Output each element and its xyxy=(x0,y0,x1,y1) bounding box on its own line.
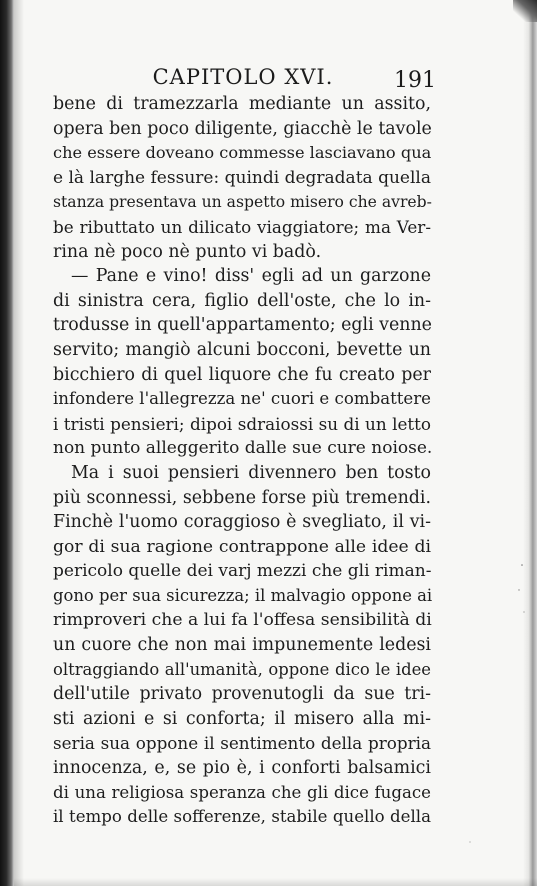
text-line: rina nè poco nè punto vi badò. xyxy=(53,241,322,262)
text-line: oltraggiando all'umanità, oppone dico le idee xyxy=(53,659,431,679)
speck xyxy=(469,841,470,842)
speck xyxy=(521,564,523,566)
text-line: opera ben poco diligente, giacchè le tavole xyxy=(53,118,432,139)
page-number: 191 xyxy=(394,68,436,93)
text-line: un cuore che non mai impunemente ledesi xyxy=(53,635,431,656)
text-line: gono per sua sicurezza; il malvagio oppone ai xyxy=(53,585,433,605)
text-line: Finchè l'uomo coraggioso è svegliato, il vi- xyxy=(53,512,431,533)
text-line: sti azioni e si conforta; il misero alla mi- xyxy=(53,708,431,729)
text-line: stanza presentava un aspetto misero che avreb- xyxy=(53,193,432,212)
text-line: di una religiosa speranza che gli dice fugace xyxy=(53,782,431,802)
text-line: trodusse in quell'appartamento; egli venne xyxy=(53,315,432,336)
speck xyxy=(523,611,524,612)
body-text xyxy=(53,92,431,830)
text-line: dell'utile privato provenutogli da sue tri- xyxy=(53,684,431,705)
text-line: il tempo delle sofferenze, stabile quello della xyxy=(53,807,431,827)
text-line: — Pane e vino! diss' egli ad un garzone xyxy=(71,266,431,287)
text-line: bene di tramezzarla mediante un assito, xyxy=(53,94,431,114)
text-line: e là larghe fessure: quindi degradata quella xyxy=(53,167,431,188)
text-line: più sconnessi, sebbene forse più tremendi. xyxy=(53,487,431,508)
text-line: di sinistra cera, figlio dell'oste, che lo in- xyxy=(53,290,431,311)
text-line: gor di sua ragione contrappone alle idee di xyxy=(53,536,431,557)
text-line: be ributtato un dilicato viaggiatore; ma Ver- xyxy=(53,216,431,237)
text-line: i tristi pensieri; dipoi sdraiossi su di un letto xyxy=(53,413,431,434)
text-line: rimproveri che a lui fa l'offesa sensibilità di xyxy=(53,610,432,631)
speck xyxy=(518,589,519,590)
text-line: seria sua oppone il sentimento della propria xyxy=(53,733,431,754)
text-line: innocenza, e, se pio è, i conforti balsamici xyxy=(53,758,431,779)
text-line: non punto alleggerito dalle sue cure noiose. xyxy=(53,438,433,459)
text-line: servito; mangiò alcuni bocconi, bevette un xyxy=(53,339,431,360)
running-title: CAPITOLO XVI. xyxy=(152,65,334,89)
text-line: Ma i suoi pensieri divennero ben tosto xyxy=(71,462,431,483)
page-header xyxy=(55,62,436,93)
text-line: bicchiero di quel liquore che fu creato per xyxy=(53,364,431,385)
text-line: pericolo quelle dei varj mezzi che gli riman- xyxy=(53,561,432,582)
text-line: infondere l'allegrezza ne' cuori e combattere xyxy=(53,389,431,409)
text-line: che essere doveano commesse lasciavano qua xyxy=(53,143,432,163)
